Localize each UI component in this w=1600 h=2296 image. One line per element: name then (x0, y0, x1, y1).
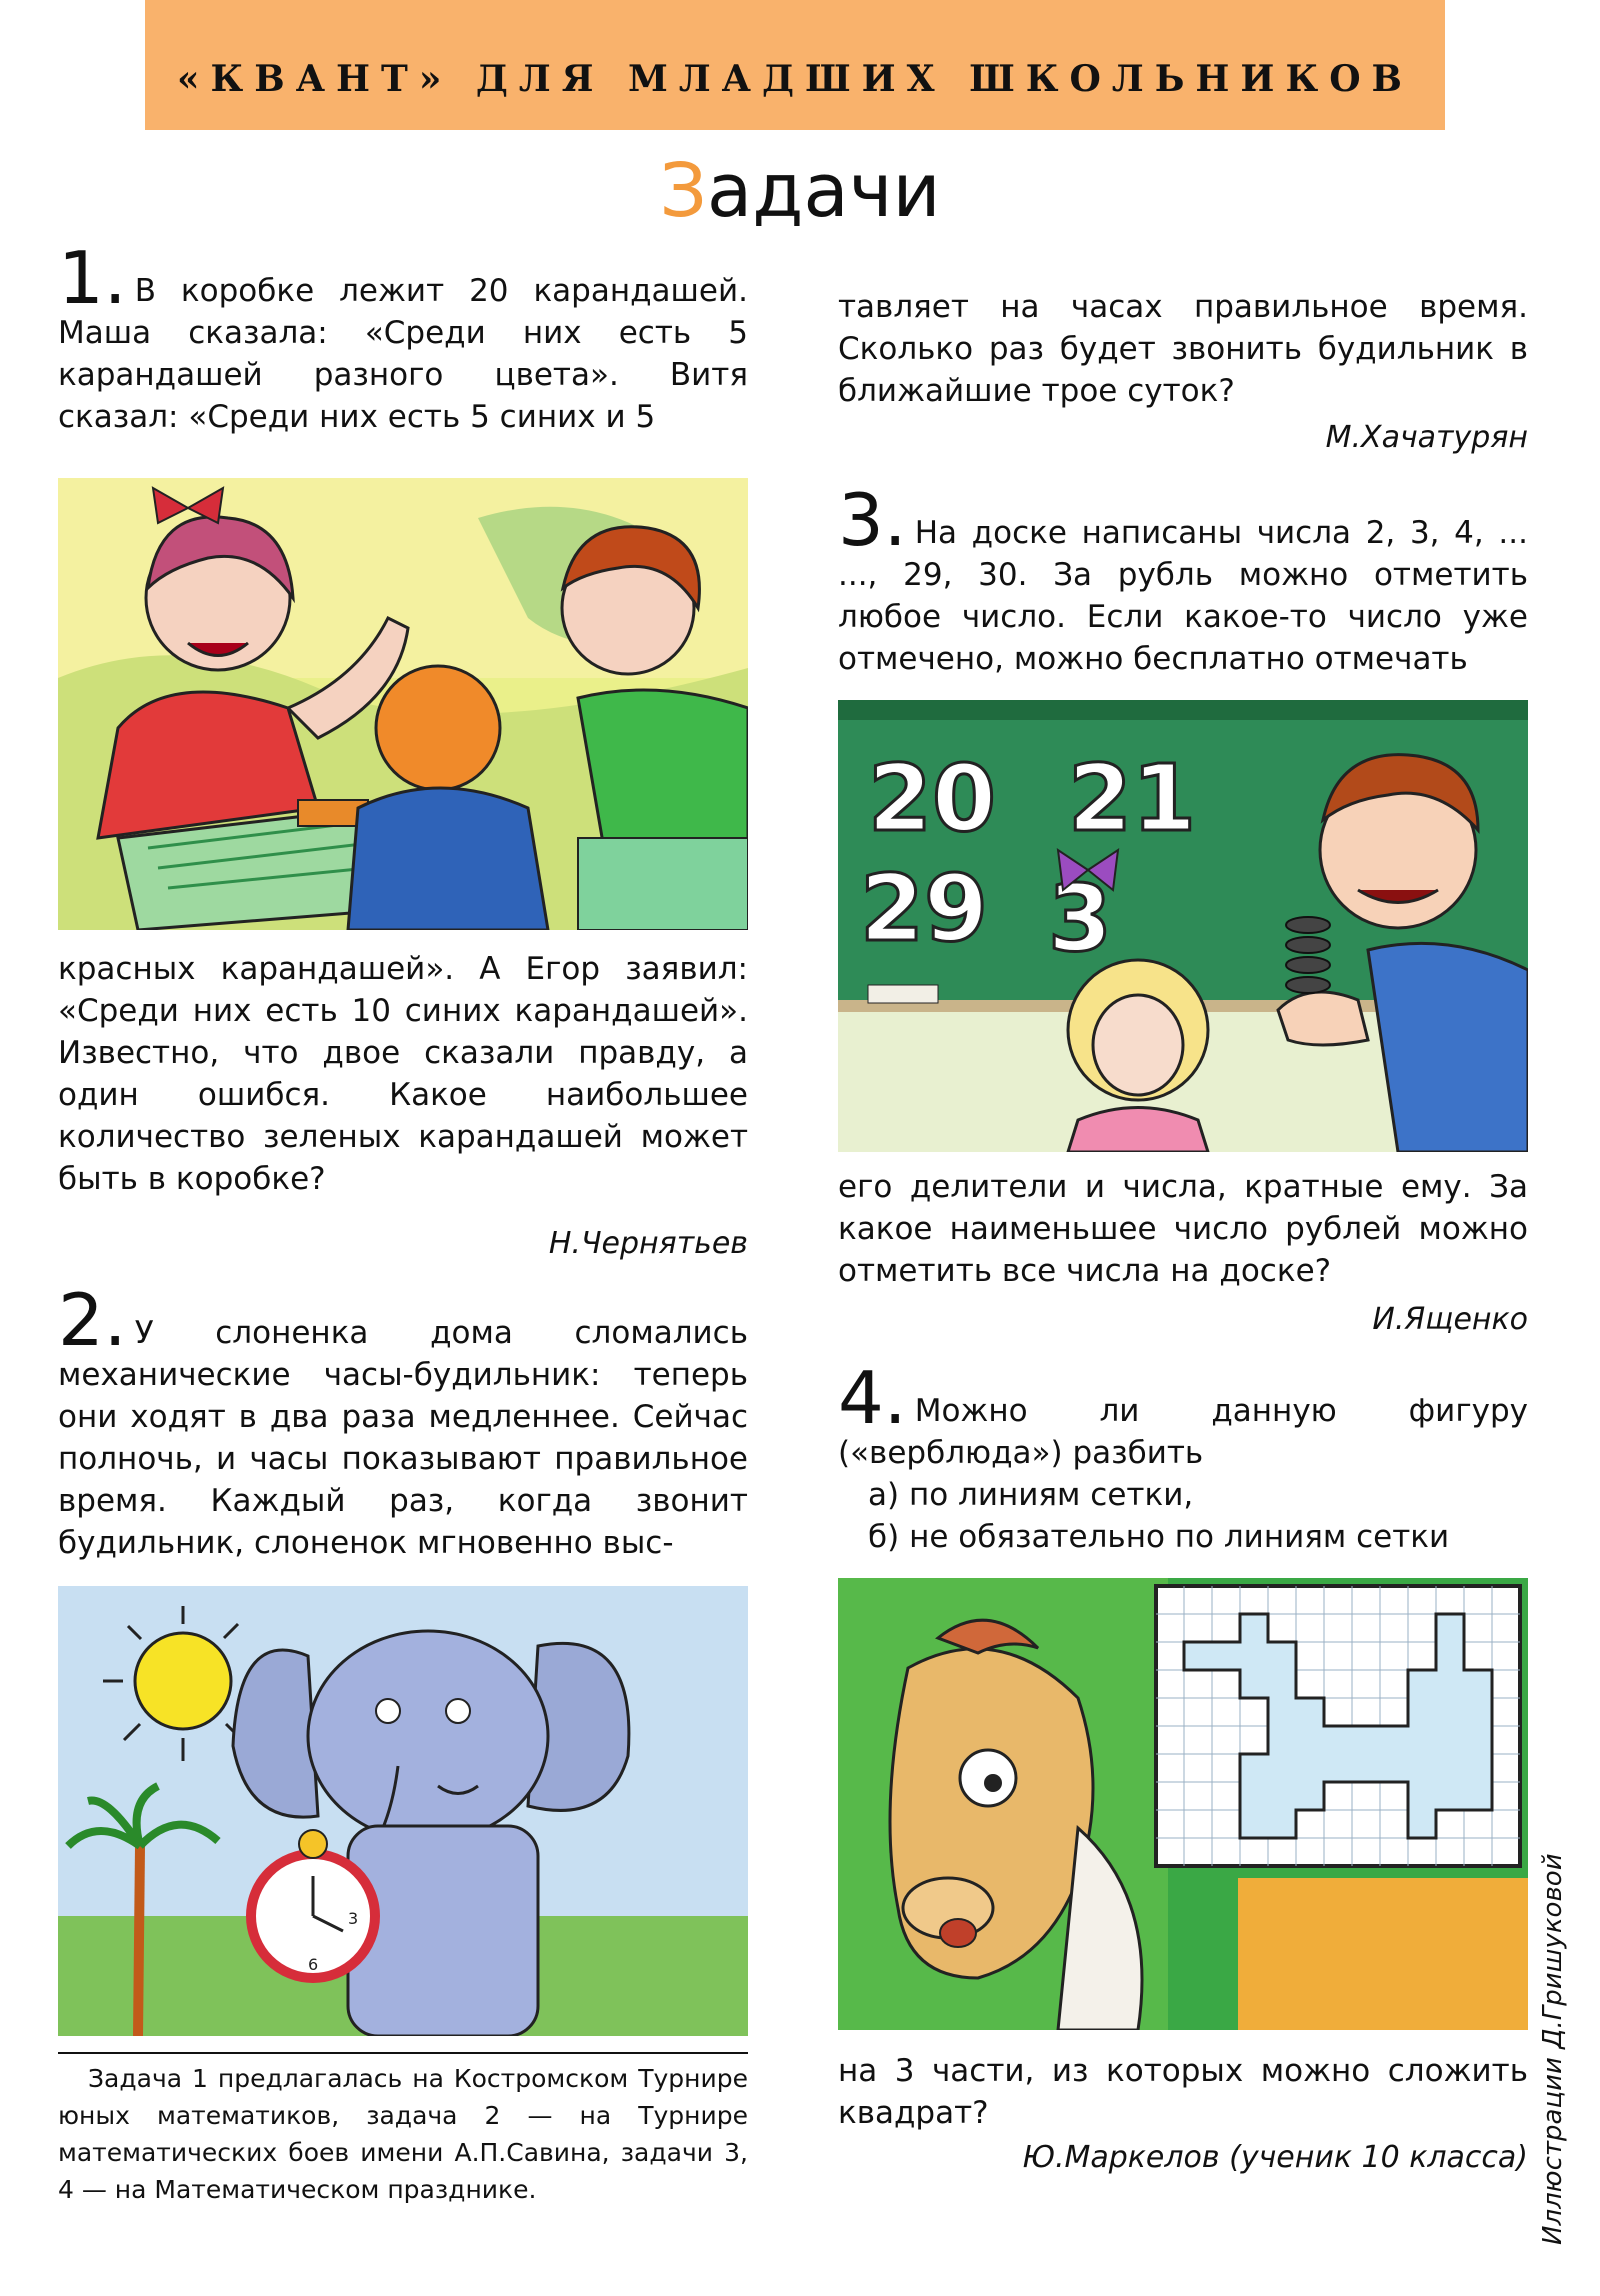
board-number-21: 21 (1068, 745, 1197, 852)
problem-1-number: 1. (58, 236, 127, 320)
section-title: «КВАНТ» ДЛЯ МЛАДШИХ ШКОЛЬНИКОВ (177, 58, 1413, 100)
title-initial: З (659, 148, 707, 234)
problem-2-text-before: У слоненка дома сломались механические часы-будильник: теперь они ходят в два раза медленнее. Сейчас полночь, и часы показывают правильное время. Каждый раз, когда звонит будильник, слоненок мгновенно выс- (58, 1315, 748, 1561)
board-number-29: 29 (860, 855, 989, 962)
problem-4-text-after: на 3 части, из которых можно сложить квадрат? (838, 2053, 1528, 2131)
problem-3-intro (838, 478, 1528, 680)
problem-2-author: М.Хачатурян (1325, 420, 1528, 455)
clock-digit-6: 6 (308, 1955, 319, 1974)
illustration-children-pencils (58, 478, 748, 930)
illustration-blackboard (838, 700, 1528, 1152)
illustration-camel-grid (838, 1578, 1528, 2030)
problem-4-item-a: а) по линиям сетки, (868, 1477, 1194, 1513)
illustration-elephant-clock (58, 1586, 748, 2036)
problem-1-text-after: красных карандашей». А Егор заявил: «Среди них есть 10 синих карандашей». Известно, что двое сказали правду, а один ошибся. Какое наибольшее количество зеленых карандашей может быть в коробке? (58, 951, 748, 1197)
section-banner (145, 0, 1445, 130)
board-number-3: 3 (1048, 865, 1113, 972)
problem-3-author: И.Ященко (1372, 1302, 1528, 1337)
illustration-credit: Иллюстрации Д.Гришуковой (1538, 1853, 1568, 2245)
problem-4-intro (838, 1356, 1528, 1474)
problem-4-number: 4. (838, 1356, 907, 1440)
problem-3-text-after: его делители и числа, кратные ему. За какое наименьшее число рублей можно отметить все числа на доске? (838, 1169, 1528, 1289)
clock-digit-3: 3 (348, 1909, 359, 1928)
page-title (0, 148, 1600, 234)
footnote-divider (58, 2052, 748, 2054)
problem-3-text-before: На доске написаны числа 2, 3, 4, ... ..., 29, 30. За рубль можно отметить любое число. Если какое-то число уже отмечено, можно бесплатно отмечать (838, 515, 1528, 677)
problem-1-author: Н.Чернятьев (548, 1226, 748, 1261)
problem-4-text-before: Можно ли данную фигуру («верблюда») разбить (838, 1393, 1528, 1471)
problem-2-number: 2. (58, 1278, 127, 1362)
problem-4-author: Ю.Маркелов (ученик 10 класса) (1022, 2140, 1528, 2175)
problem-4-item-b: б) не обязательно по линиям сетки (868, 1519, 1450, 1555)
problem-2-text-after: тавляет на часах правильное время. Сколько раз будет звонить будильник в ближайшие трое суток? (838, 289, 1528, 409)
board-number-20: 20 (868, 745, 997, 852)
problem-1-intro (58, 236, 748, 438)
problem-2-intro (58, 1278, 748, 1564)
problem-1-text-before: В коробке лежит 20 карандашей. Маша сказала: «Среди них есть 5 карандашей разного цвета». Витя сказал: «Среди них есть 5 синих и 5 (58, 273, 748, 435)
title-rest: адачи (706, 148, 941, 234)
footnote: Задача 1 предлагалась на Костромском Турнире юных математиков, задача 2 — на Турнире математических боев имени А.П.Савина, задачи 3, 4 — на Математическом празднике. (58, 2064, 748, 2204)
problem-3-number: 3. (838, 478, 907, 562)
